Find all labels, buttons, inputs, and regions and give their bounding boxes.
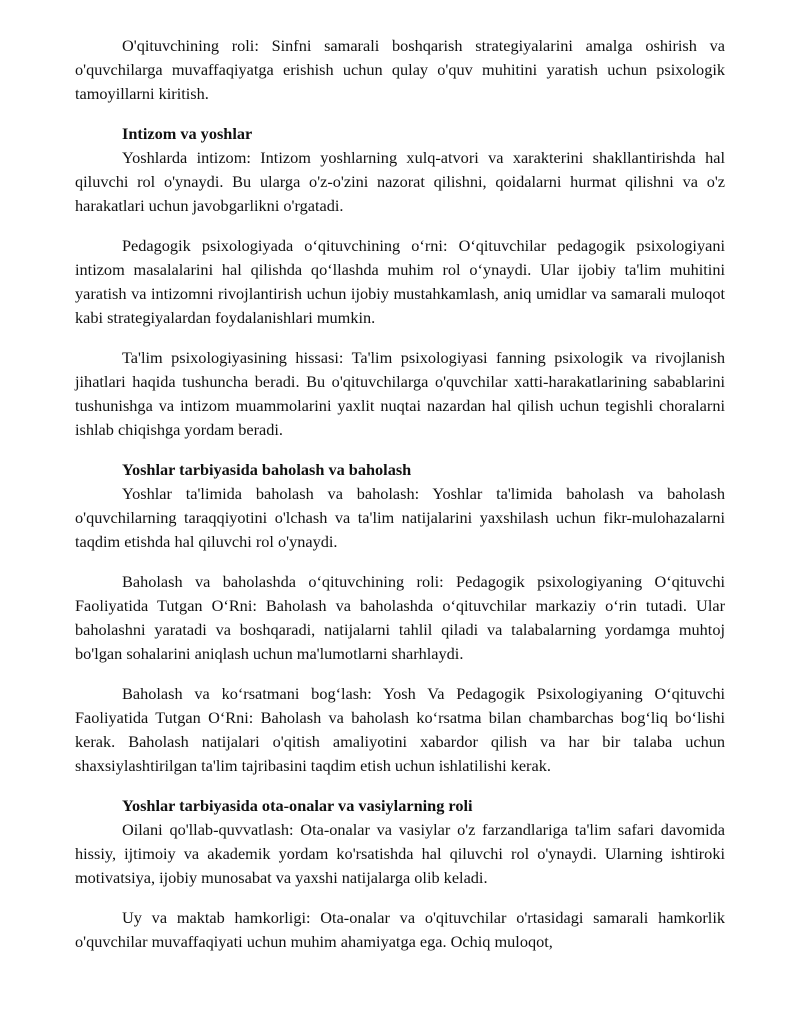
intro-paragraph: O'qituvchining roli: Sinfni samarali boshqarish strategiyalarini amalga oshirish va o'quvchilarga muvaffaqiyatga erishish uchun qulay o'quv muhitini yaratish uchun psixologik tamoyillarni kiritish. bbox=[75, 36, 725, 103]
paragraph: Baholash va baholashda o‘qituvchining roli: Pedagogik psixologiyaning O‘qituvchi Faoliyatida Tutgan O‘Rni: Baholash va baholashda o‘qituvchilar markaziy o‘rin tutadi. Ular baholashni yaratadi va boshqaradi, natijalarni tahlil qiladi va talabalarning yordamga muhtoj bo'lgan sohalarini aniqlash uchun ma'lumotlarni sharhlaydi. bbox=[75, 572, 725, 663]
section-heading: Intizom va yoshlar bbox=[122, 124, 253, 143]
section-discipline bbox=[75, 122, 725, 442]
paragraph: Baholash va ko‘rsatmani bog‘lash: Yosh Va Pedagogik Psixologiyaning O‘qituvchi Faoliyatida Tutgan O‘Rni: Baholash va baholash ko‘rsatma bilan chambarchas bog‘liq bo‘lishi kerak. Baholash natijalari o'qitish amaliyotini xabardor qilish va har bir talaba uchun shaxsiylashtirilgan ta'lim tajribasini taqdim etish uchun ishlatilishi kerak. bbox=[75, 684, 725, 775]
paragraph: Uy va maktab hamkorligi: Ota-onalar va o'qituvchilar o'rtasidagi samarali hamkorlik o'quvchilar muvaffaqiyati uchun muhim ahamiyatga ega. Ochiq muloqot, bbox=[75, 908, 725, 951]
section-assessment bbox=[75, 458, 725, 778]
paragraph: Yoshlarda intizom: Intizom yoshlarning xulq-atvori va xarakterini shakllantirishda hal qiluvchi rol o'ynaydi. Bu ularga o'z-o'zini nazorat qilishni, qoidalarni hurmat qilishni va o'z harakatlari uchun javobgarlikni o'rgatadi. bbox=[75, 148, 725, 215]
paragraph: Yoshlar ta'limida baholash va baholash: Yoshlar ta'limida baholash va baholash o'quvchilarning taraqqiyotini o'lchash va ta'lim natijalarini yaxshilash uchun fikr-mulohazalarni taqdim etishda hal qiluvchi rol o'ynaydi. bbox=[75, 484, 725, 551]
paragraph: Oilani qo'llab-quvvatlash: Ota-onalar va vasiylar o'z farzandlariga ta'lim safari davomida hissiy, ijtimoiy va akademik yordam ko'rsatishda hal qiluvchi rol o'ynaydi. Ularning ishtiroki motivatsiya, ijobiy munosabat va yaxshi natijalarga olib keladi. bbox=[75, 820, 725, 887]
section-parents bbox=[75, 794, 725, 954]
paragraph: Pedagogik psixologiyada o‘qituvchining o‘rni: O‘qituvchilar pedagogik psixologiyani intizom masalalarini hal qilishda qo‘llashda muhim rol o‘ynaydi. Ular ijobiy ta'lim muhitini yaratish va intizomni rivojlantirish uchun ijobiy mustahkamlash, aniq umidlar va samarali muloqot kabi strategiyalardan foydalanishlari mumkin. bbox=[75, 236, 725, 327]
section-heading: Yoshlar tarbiyasida baholash va baholash bbox=[122, 460, 412, 479]
paragraph: Ta'lim psixologiyasining hissasi: Ta'lim psixologiyasi fanning psixologik va rivojlanish jihatlari haqida tushuncha beradi. Bu o'qituvchilarga o'quvchilar xatti-harakatlarining sabablarini tushunishga va intizom muammolarini yaxlit nuqtai nazardan hal qilish uchun tegishli choralarni ishlab chiqishga yordam beradi. bbox=[75, 348, 725, 439]
section-heading: Yoshlar tarbiyasida ota-onalar va vasiylarning roli bbox=[122, 796, 473, 815]
document-page bbox=[75, 34, 725, 970]
